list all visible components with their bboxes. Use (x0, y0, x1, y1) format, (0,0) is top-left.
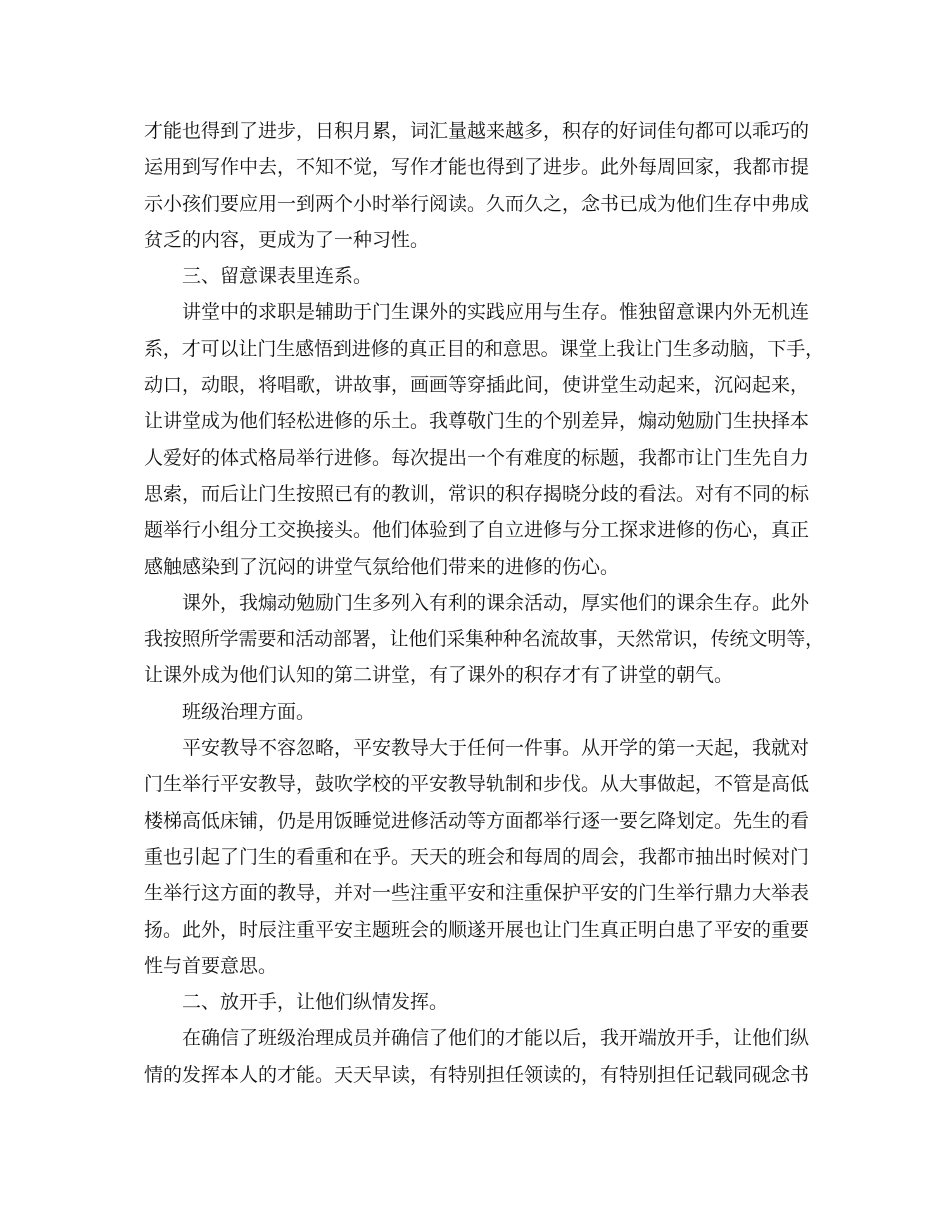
paragraph-start-line: 课外，我煽动勉励门生多列入有利的课余活动，厚实他们的课余生存。此外 (182, 591, 810, 614)
paragraph-start-line: 在确信了班级治理成员并确信了他们的才能以后，我开端放开手，让他们纵 (182, 1027, 810, 1050)
text-line: 门生举行平安教导，鼓吹学校的平安教导轨制和步伐。从大事做起，不管是高低 (144, 773, 810, 796)
text-line: 题举行小组分工交换接头。他们体验到了自立进修与分工探求进修的伤心，真正 (144, 519, 810, 542)
body-text (144, 113, 824, 1093)
paragraph-start-line: 班级治理方面。 (182, 700, 316, 723)
text-line: 示小孩们要应用一到两个小时举行阅读。久而久之，念书已成为他们生存中弗成 (144, 192, 810, 215)
text-line: 感触感染到了沉闷的讲堂气氛给他们带来的进修的伤心。 (144, 555, 620, 578)
text-line: 情的发挥本人的才能。天天早读，有特别担任领读的，有特别担任记载同砚念书 (144, 1063, 810, 1086)
text-line: 贫乏的内容，更成为了一种习性。 (144, 228, 430, 251)
text-line: 让讲堂成为他们轻松进修的乐土。我尊敬门生的个别差异，煽动勉励门生抉择本 (144, 410, 810, 433)
text-line: 动口，动眼，将唱歌，讲故事，画画等穿插此间，使讲堂生动起来，沉闷起来， (144, 374, 810, 397)
text-line: 生举行这方面的教导，并对一些注重平安和注重保护平安的门生举行鼎力大举表 (144, 882, 810, 905)
paragraph-start-line: 讲堂中的求职是辅助于门生课外的实践应用与生存。惟独留意课内外无机连 (182, 301, 810, 324)
text-line: 重也引起了门生的看重和在乎。天天的班会和每周的周会，我都市抽出时候对门 (144, 845, 810, 868)
text-line: 思索，而后让门生按照已有的教训，常识的积存揭晓分歧的看法。对有不同的标 (144, 482, 810, 505)
text-line: 系，才可以让门生感悟到进修的真正目的和意思。课堂上我让门生多动脑，下手， (144, 337, 825, 360)
text-line: 让课外成为他们认知的第二讲堂，有了课外的积存才有了讲堂的朝气。 (144, 664, 734, 687)
text-line: 我按照所学需要和活动部署，让他们采集种种名流故事，天然常识，传统文明等， (144, 628, 825, 651)
text-line: 性与首要意思。 (144, 954, 278, 977)
paragraph-start-line: 平安教导不容忽略，平安教导大于任何一件事。从开学的第一天起，我就对 (182, 737, 810, 760)
text-line: 人爱好的体式格局举行进修。每次提出一个有难度的标题，我都市让门生先自力 (144, 446, 810, 469)
text-line: 楼梯高低床铺，仍是用饭睡觉进修活动等方面都举行逐一要乞降划定。先生的看 (144, 809, 810, 832)
text-line: 扬。此外，时辰注重平安主题班会的顺遂开展也让门生真正明白患了平安的重要 (144, 918, 810, 941)
text-line: 才能也得到了进步，日积月累，词汇量越来越多，积存的好词佳句都可以乖巧的 (144, 120, 810, 142)
text-line: 运用到写作中去，不知不觉，写作才能也得到了进步。此外每周回家，我都市提 (144, 156, 810, 179)
paragraph-start-line: 三、留意课表里连系。 (182, 265, 373, 288)
paragraph-start-line: 二、放开手，让他们纵情发挥。 (182, 991, 449, 1014)
